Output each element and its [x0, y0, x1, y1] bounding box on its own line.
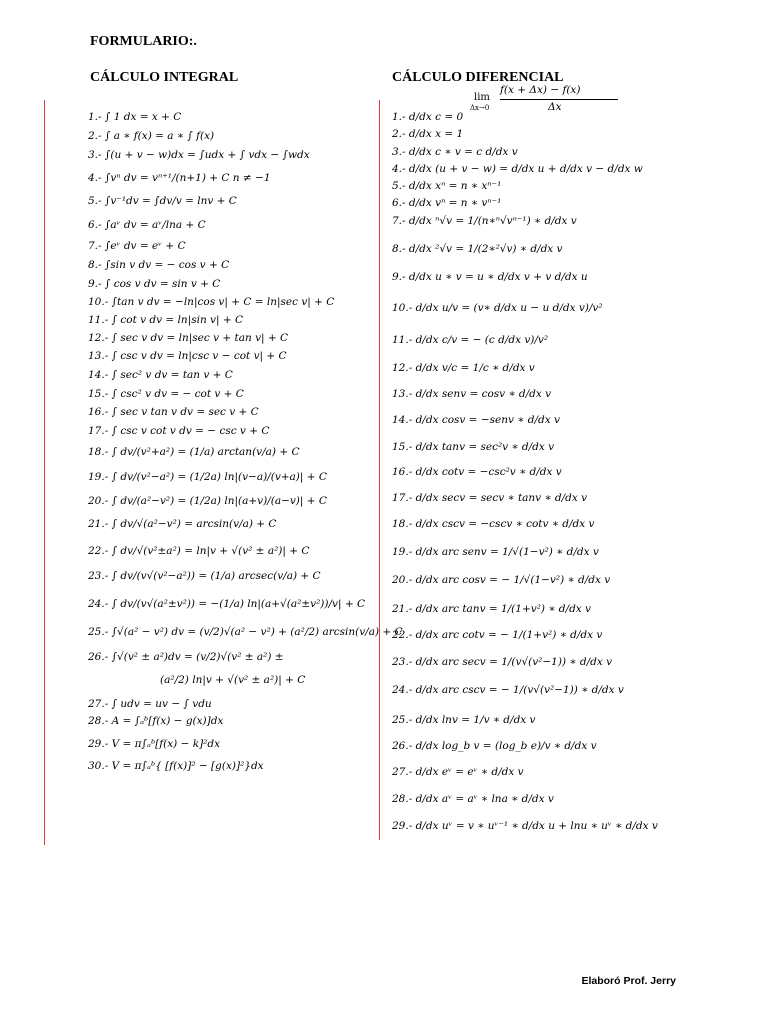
integral-formula: 13.- ∫ csc v dv = ln|csc v − cot v| + C	[88, 350, 287, 362]
integral-formula-continuation: (a²/2) ln|v + √(v² ± a²)| + C	[160, 674, 306, 686]
derivative-formula: 1.- d/dx c = 0	[392, 111, 464, 123]
derivative-formula: 17.- d/dx secv = secv ∗ tanv ∗ d/dx v	[392, 492, 588, 504]
integral-formula: 6.- ∫aᵛ dv = aᵛ/lna + C	[88, 219, 206, 231]
derivative-formula: 6.- d/dx vⁿ = n ∗ vⁿ⁻¹	[392, 197, 502, 209]
integral-formula: 11.- ∫ cot v dv = ln|sin v| + C	[88, 314, 244, 326]
limit-operator: lim	[474, 92, 490, 103]
limit-fraction-bar	[500, 99, 618, 100]
author-signature: Elaboró Prof. Jerry	[581, 975, 676, 987]
integral-formula: 9.- ∫ cos v dv = sin v + C	[88, 278, 221, 290]
integral-formula: 17.- ∫ csc v cot v dv = − csc v + C	[88, 425, 270, 437]
integral-formula: 24.- ∫ dv/(v√(a²±v²)) = −(1/a) ln|(a+√(a²±v²))/v| + C	[88, 598, 365, 610]
derivative-formula: 10.- d/dx u/v = (v∗ d/dx u − u d/dx v)/v²	[392, 302, 603, 314]
integral-section-title: CÁLCULO INTEGRAL	[90, 70, 239, 85]
integral-formula: 22.- ∫ dv/√(v²±a²) = ln|v + √(v² ± a²)| + C	[88, 545, 310, 557]
derivative-formula: 18.- d/dx cscv = −cscv ∗ cotv ∗ d/dx v	[392, 518, 595, 530]
derivative-formula: 28.- d/dx aᵛ = aᵛ ∗ lna ∗ d/dx v	[392, 793, 554, 805]
integral-formula: 20.- ∫ dv/(a²−v²) = (1/2a) ln|(a+v)/(a−v)| + C	[88, 495, 327, 507]
derivative-formula: 24.- d/dx arc cscv = − 1/(v√(v²−1)) ∗ d/dx v	[392, 684, 624, 696]
derivative-formula: 12.- d/dx v/c = 1/c ∗ d/dx v	[392, 362, 535, 374]
page-title: FORMULARIO:.	[90, 34, 197, 49]
derivative-formula: 27.- d/dx eᵛ = eᵛ ∗ d/dx v	[392, 766, 524, 778]
derivative-formula: 7.- d/dx ⁿ√v = 1/(n∗ⁿ√vⁿ⁻¹) ∗ d/dx v	[392, 215, 577, 227]
derivative-formula: 26.- d/dx log_b v = (log_b e)/v ∗ d/dx v	[392, 740, 597, 752]
derivative-formula: 15.- d/dx tanv = sec²v ∗ d/dx v	[392, 441, 555, 453]
derivative-formula: 16.- d/dx cotv = −csc²v ∗ d/dx v	[392, 466, 562, 478]
derivative-formula: 20.- d/dx arc cosv = − 1/√(1−v²) ∗ d/dx v	[392, 574, 611, 586]
integral-formula: 18.- ∫ dv/(v²+a²) = (1/a) arctan(v/a) + C	[88, 446, 300, 458]
derivative-formula: 4.- d/dx (u + v − w) = d/dx u + d/dx v − d/dx w	[392, 163, 643, 175]
limit-subscript: Δx→0	[470, 104, 490, 112]
derivative-formula: 25.- d/dx lnv = 1/v ∗ d/dx v	[392, 714, 536, 726]
integral-formula: 25.- ∫√(a² − v²) dv = (v/2)√(a² − v²) + (a²/2) arcsin(v/a) + C	[88, 626, 403, 638]
integral-formula: 1.- ∫ 1 dx = x + C	[88, 111, 182, 123]
differential-section-title: CÁLCULO DIFERENCIAL	[392, 70, 564, 85]
derivative-formula: 23.- d/dx arc secv = 1/(v√(v²−1)) ∗ d/dx v	[392, 656, 613, 668]
derivative-limit-definition	[470, 84, 620, 116]
center-margin-line	[379, 100, 380, 840]
derivative-formula: 21.- d/dx arc tanv = 1/(1+v²) ∗ d/dx v	[392, 603, 591, 615]
integral-formula: 7.- ∫eᵛ dv = eᵛ + C	[88, 240, 186, 252]
integral-formula: 26.- ∫√(v² ± a²)dv = (v/2)√(v² ± a²) ±	[88, 651, 284, 663]
limit-denominator: Δx	[548, 101, 562, 113]
integral-formula: 8.- ∫sin v dv = − cos v + C	[88, 259, 230, 271]
integral-formula: 12.- ∫ sec v dv = ln|sec v + tan v| + C	[88, 332, 289, 344]
left-margin-line	[44, 100, 45, 845]
derivative-formula: 22.- d/dx arc cotv = − 1/(1+v²) ∗ d/dx v	[392, 629, 603, 641]
integral-formula: 5.- ∫v⁻¹dv = ∫dv/v = lnv + C	[88, 195, 237, 207]
derivative-formula: 8.- d/dx ²√v = 1/(2∗²√v) ∗ d/dx v	[392, 243, 563, 255]
integral-formula: 10.- ∫tan v dv = −ln|cos v| + C = ln|sec v| + C	[88, 296, 335, 308]
integral-formula: 21.- ∫ dv/√(a²−v²) = arcsin(v/a) + C	[88, 518, 277, 530]
derivative-formula: 19.- d/dx arc senv = 1/√(1−v²) ∗ d/dx v	[392, 546, 599, 558]
derivative-formula: 2.- d/dx x = 1	[392, 128, 464, 140]
integral-formula: 23.- ∫ dv/(v√(v²−a²)) = (1/a) arcsec(v/a) + C	[88, 570, 321, 582]
derivative-formula: 13.- d/dx senv = cosv ∗ d/dx v	[392, 388, 552, 400]
integral-formula: 2.- ∫ a ∗ f(x) = a ∗ ∫ f(x)	[88, 130, 215, 142]
derivative-formula: 5.- d/dx xⁿ = n ∗ xⁿ⁻¹	[392, 180, 502, 192]
integral-formula: 19.- ∫ dv/(v²−a²) = (1/2a) ln|(v−a)/(v+a)| + C	[88, 471, 327, 483]
integral-formula: 27.- ∫ udv = uv − ∫ vdu	[88, 698, 212, 710]
limit-numerator: f(x + Δx) − f(x)	[500, 84, 581, 96]
integral-formula: 28.- A = ∫ₐᵇ[f(x) − g(x)]dx	[88, 715, 224, 727]
integral-formula: 15.- ∫ csc² v dv = − cot v + C	[88, 388, 244, 400]
integral-formula: 4.- ∫vⁿ dv = vⁿ⁺¹/(n+1) + C n ≠ −1	[88, 172, 271, 184]
derivative-formula: 14.- d/dx cosv = −senv ∗ d/dx v	[392, 414, 560, 426]
derivative-formula: 9.- d/dx u ∗ v = u ∗ d/dx v + v d/dx u	[392, 271, 588, 283]
integral-formula: 16.- ∫ sec v tan v dv = sec v + C	[88, 406, 259, 418]
derivative-formula: 29.- d/dx uᵛ = v ∗ uᵛ⁻¹ ∗ d/dx u + lnu ∗ uᵛ ∗ d/dx v	[392, 820, 658, 832]
integral-formula: 3.- ∫(u + v − w)dx = ∫udx + ∫ vdx − ∫wdx	[88, 149, 310, 161]
integral-formula: 30.- V = π∫ₐᵇ{ [f(x)]² − [g(x)]²}dx	[88, 760, 264, 772]
integral-formula: 14.- ∫ sec² v dv = tan v + C	[88, 369, 233, 381]
derivative-formula: 3.- d/dx c ∗ v = c d/dx v	[392, 146, 518, 158]
integral-formula: 29.- V = π∫ₐᵇ[f(x) − k]²dx	[88, 738, 221, 750]
derivative-formula: 11.- d/dx c/v = − (c d/dx v)/v²	[392, 334, 549, 346]
